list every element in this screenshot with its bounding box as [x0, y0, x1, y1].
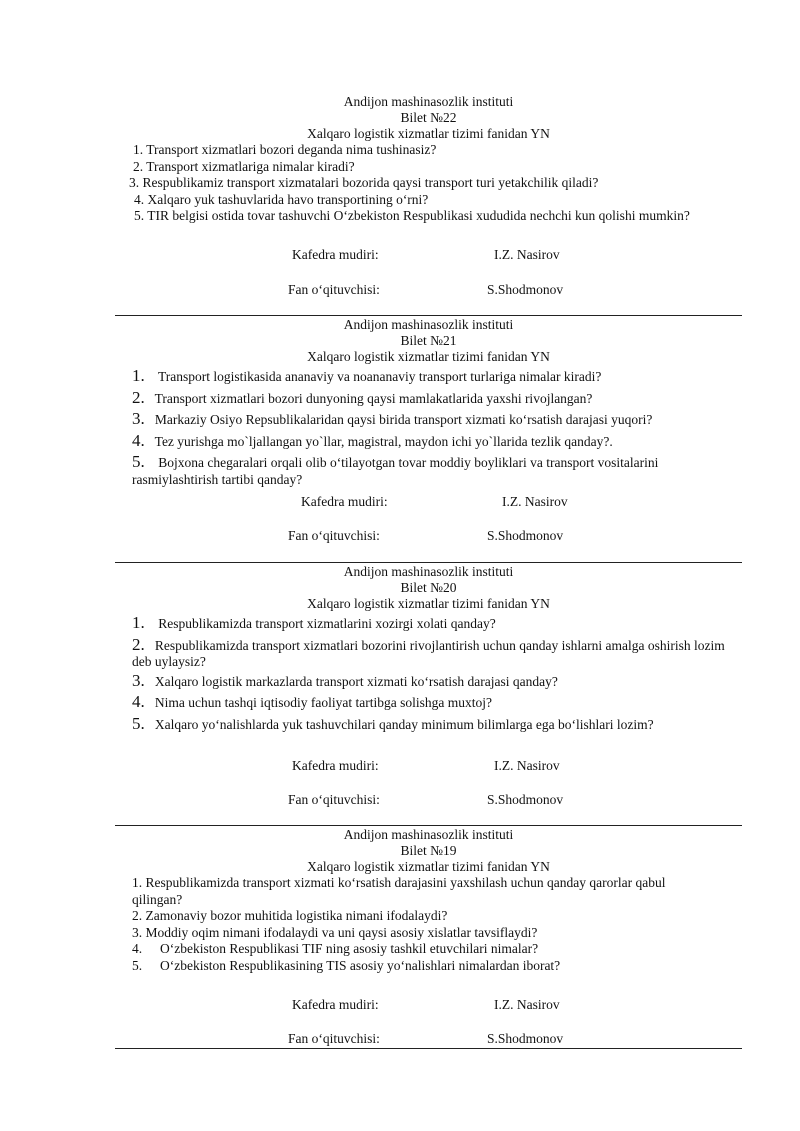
question-text: Markaziy Osiyo Repsublikalaridan qaysi birida transport xizmati ko‘rsatish darajasi yuqori? — [154, 412, 653, 427]
question-item — [115, 192, 742, 209]
question-item — [132, 941, 712, 958]
question-list — [115, 615, 742, 733]
question-item — [132, 958, 712, 975]
question-text: TIR belgisi ostida tovar tashuvchi O‘zbekiston Respublikasi xududida nechchi kun qolishi mumkin? — [147, 208, 690, 223]
institute-name: Andijon mashinasozlik instituti — [343, 827, 514, 842]
head-name: I.Z. Nasirov — [494, 997, 560, 1012]
institute-name: Andijon mashinasozlik instituti — [343, 317, 514, 332]
question-item — [132, 925, 712, 942]
divider — [115, 562, 742, 563]
question-text: O‘zbekiston Respublikasining TIS asosiy yo‘nalishlari nimalardan iborat? — [160, 957, 561, 973]
question-item — [115, 454, 742, 488]
institute-name: Andijon mashinasozlik instituti — [343, 94, 514, 109]
question-text: Xalqaro yo‘nalishlarda yuk tashuvchilari qanday minimum bilimlarga ega bo‘lishlari lozim? — [154, 716, 654, 732]
question-number: 5. — [132, 957, 143, 973]
head-label: Kafedra mudiri: — [301, 494, 388, 509]
question-item — [132, 368, 742, 386]
question-number: 2. — [132, 387, 145, 407]
ticket-number: Bilet №22 — [400, 110, 457, 125]
question-number: 3. — [129, 175, 140, 190]
question-item — [115, 208, 742, 225]
subject-title: Xalqaro logistik xizmatlar tizimi fanidan YN — [307, 349, 550, 364]
teacher-label: Fan o‘qituvchisi: — [288, 792, 380, 807]
question-number: 1. — [133, 142, 144, 157]
divider — [115, 1048, 742, 1049]
head-label: Kafedra mudiri: — [292, 758, 379, 773]
subject-title: Xalqaro logistik xizmatlar tizimi fanidan YN — [307, 596, 550, 611]
teacher-name: S.Shodmonov — [487, 1031, 564, 1046]
subject-title: Xalqaro logistik xizmatlar tizimi fanidan YN — [307, 859, 550, 874]
head-label: Kafedra mudiri: — [292, 997, 379, 1012]
question-text: Transport logistikasida ananaviy va noananaviy transport turlariga nimalar kiradi? — [158, 369, 602, 384]
question-number: 3. — [132, 924, 143, 940]
question-text: Transport xizmatlari bozori dunyoning qaysi mamlakatlarida yaxshi rivojlangan? — [154, 390, 593, 406]
teacher-name: S.Shodmonov — [487, 792, 564, 807]
question-item — [132, 875, 712, 908]
question-number: 4. — [132, 430, 145, 450]
ticket-number: Bilet №21 — [400, 333, 457, 348]
question-text: Tez yurishga mo`ljallangan yo`llar, magistral, maydon ichi yo`llarida tezlik qanday?. — [154, 433, 613, 449]
question-item — [132, 713, 742, 734]
institute-name: Andijon mashinasozlik instituti — [343, 564, 514, 579]
question-text: Xalqaro yuk tashuvlarida havo transportining o‘rni? — [147, 191, 429, 207]
head-name: I.Z. Nasirov — [494, 247, 560, 262]
teacher-name: S.Shodmonov — [487, 528, 564, 543]
question-text: Moddiy oqim nimani ifodalaydi va uni qaysi asosiy xislatlar tavsiflaydi? — [145, 924, 538, 940]
question-text: Bojxona chegaralari orqali olib o‘tilayotgan tovar moddiy boyliklari va transport vositalarini rasmiylashtirish tartibi qanday? — [132, 455, 659, 487]
divider — [115, 825, 742, 826]
question-number: 2. — [133, 158, 144, 174]
question-list — [115, 875, 742, 974]
ticket-header — [115, 564, 742, 612]
ticket-header — [115, 94, 742, 142]
question-number: 1. — [132, 875, 143, 890]
question-number: 4. — [134, 191, 145, 207]
ticket-21 — [115, 317, 742, 488]
ticket-20 — [115, 564, 742, 733]
question-text: Transport xizmatlariga nimalar kiradi? — [146, 158, 355, 174]
ticket-22 — [115, 94, 742, 225]
question-text: Respublikamizda transport xizmatlari bozorini rivojlantirish uchun qanday ishlarni amalga oshirish lozim deb uylaysiz? — [132, 637, 725, 669]
question-number: 2. — [132, 908, 143, 923]
question-item — [132, 430, 742, 451]
divider — [115, 315, 742, 316]
question-item — [115, 159, 742, 176]
question-number: 4. — [132, 941, 143, 956]
question-number: 1. — [132, 613, 145, 632]
question-number: 4. — [132, 692, 145, 711]
question-number: 3. — [132, 670, 145, 690]
question-number: 2. — [132, 634, 145, 654]
question-item — [132, 670, 742, 691]
question-item — [132, 634, 742, 671]
teacher-label: Fan o‘qituvchisi: — [288, 1031, 380, 1046]
head-name: I.Z. Nasirov — [494, 758, 560, 773]
question-text: Xalqaro logistik markazlarda transport xizmati ko‘rsatish darajasi qanday? — [154, 673, 558, 689]
question-list — [115, 142, 742, 225]
question-item — [132, 694, 742, 712]
teacher-label: Fan o‘qituvchisi: — [288, 528, 380, 543]
question-item — [115, 142, 742, 159]
question-number: 5. — [134, 208, 145, 223]
question-item — [115, 175, 742, 192]
subject-title: Xalqaro logistik xizmatlar tizimi fanidan YN — [307, 126, 550, 141]
question-text: Nima uchun tashqi iqtisodiy faoliyat tartibga solishga muxtoj? — [154, 695, 492, 710]
question-text: Zamonaviy bozor muhitida logistika nimani ifodalaydi? — [145, 908, 448, 923]
ticket-header — [115, 317, 742, 365]
question-item — [132, 387, 742, 408]
question-text: Transport xizmatlari bozori deganda nima tushinasiz? — [146, 142, 437, 157]
question-text: Respublikamizda transport xizmatlarini xozirgi xolati qanday? — [158, 616, 496, 631]
question-text: Respublikamizda transport xizmati ko‘rsatish darajasini yaxshilash uchun qanday qarorlar qabul qilingan? — [132, 875, 666, 907]
question-item — [132, 615, 742, 633]
question-text: O‘zbekiston Respublikasi TIF ning asosiy tashkil etuvchilari nimalar? — [160, 941, 539, 956]
teacher-name: S.Shodmonov — [487, 282, 564, 297]
ticket-header — [115, 827, 742, 875]
head-name: I.Z. Nasirov — [502, 494, 568, 509]
question-item — [132, 411, 742, 429]
head-label: Kafedra mudiri: — [292, 247, 379, 262]
question-item — [132, 908, 712, 925]
question-text: Respublikamiz transport xizmatalari bozorida qaysi transport turi yetakchilik qiladi? — [142, 175, 599, 190]
question-number: 5. — [132, 452, 145, 471]
question-number: 5. — [132, 713, 145, 733]
ticket-19 — [115, 827, 742, 974]
question-number: 3. — [132, 409, 145, 428]
question-number: 1. — [132, 366, 145, 385]
teacher-label: Fan o‘qituvchisi: — [288, 282, 380, 297]
question-list — [115, 368, 742, 488]
ticket-number: Bilet №19 — [400, 843, 457, 858]
ticket-number: Bilet №20 — [400, 580, 457, 595]
